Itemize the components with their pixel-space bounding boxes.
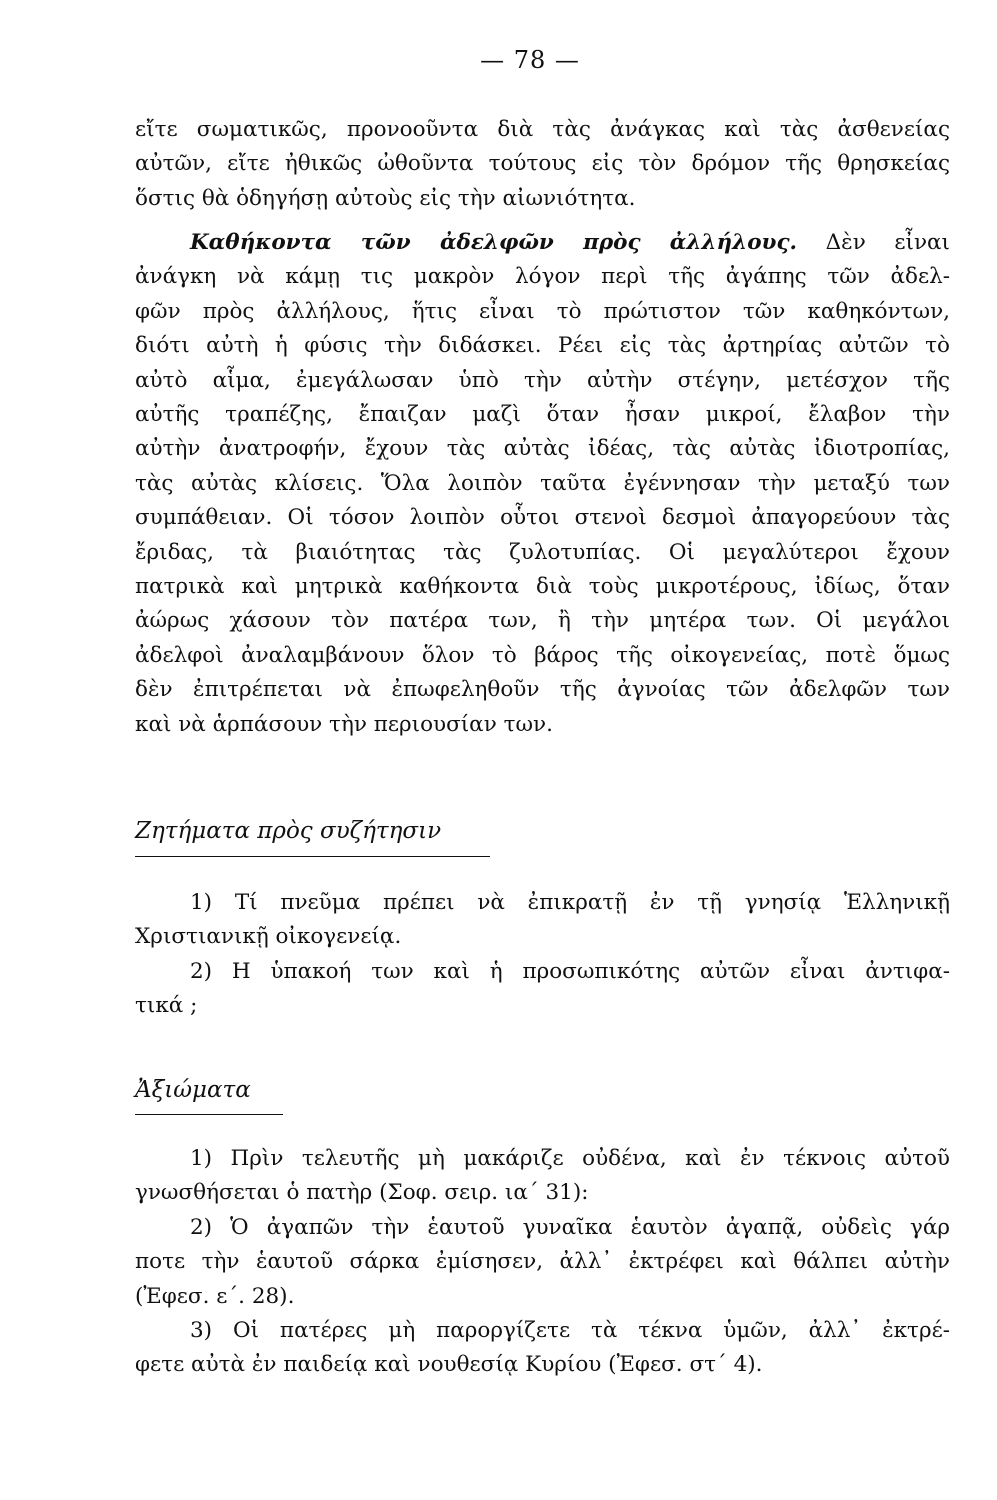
text-line: τὰς αὐτὰς κλίσεις. Ὅλα λοιπὸν ταῦτα ἐγέννησαν τὴν μεταξύ των bbox=[135, 470, 950, 496]
page-number: — 78 — bbox=[480, 46, 580, 74]
text-fragment: Δὲν εἶναι bbox=[825, 230, 950, 255]
axiom-line: 1) Πρὶν τελευτῆς μὴ μακάριζε οὐδένα, καὶ ἐν τέκνοις αὐτοῦ bbox=[190, 1146, 950, 1171]
text-line: ἀνάγκη νὰ κάμῃ τις μακρὸν λόγον περὶ τῆς ἀγάπης τῶν ἀδελ- bbox=[135, 264, 950, 290]
paragraph-siblings-duties bbox=[135, 226, 950, 742]
questions-heading: Ζητήματα πρὸς συζήτησιν bbox=[135, 818, 442, 844]
text-line: συμπάθειαν. Οἱ τόσον λοιπὸν οὗτοι στενοὶ δεσμοὶ ἀπαγορεύουν τὰς bbox=[135, 505, 950, 531]
question-line: τικά ; bbox=[135, 993, 198, 1019]
question-line: Χριστιανικῇ οἰκογενείᾳ. bbox=[135, 924, 402, 950]
inline-heading: Καθήκοντα τῶν ἀδελφῶν πρὸς ἀλλήλους. bbox=[190, 230, 798, 255]
paragraph-continuation bbox=[135, 113, 950, 216]
axiom-line: (Ἐφεσ. ε΄. 28). bbox=[135, 1283, 295, 1309]
text-line: ὅστις θὰ ὁδηγήσῃ αὐτοὺς εἰς τὴν αἰωνιότητα. bbox=[135, 185, 636, 211]
text-line: αὐτῶν, εἴτε ἠθικῶς ὠθοῦντα τούτους εἰς τὸν δρόμον τῆς θρησκείας bbox=[135, 151, 950, 177]
axiom-line: 2) Ὁ ἀγαπῶν τὴν ἑαυτοῦ γυναῖκα ἑαυτὸν ἀγαπᾷ, οὐδεὶς γάρ bbox=[190, 1214, 950, 1240]
text-line: φῶν πρὸς ἀλλήλους, ἥτις εἶναι τὸ πρώτιστον τῶν καθηκόντων, bbox=[135, 298, 950, 324]
axiom-line: φετε αὐτὰ ἐν παιδείᾳ καὶ νουθεσίᾳ Κυρίου (Ἐφεσ. στ΄ 4). bbox=[135, 1352, 763, 1378]
text-line: εἴτε σωματικῶς, προνοοῦντα διὰ τὰς ἀνάγκας καὶ τὰς ἀσθενείας bbox=[135, 117, 950, 142]
text-line: αὐτὸ αἷμα, ἐμεγάλωσαν ὑπὸ τὴν αὐτὴν στέγην, μετέσχον τῆς bbox=[135, 367, 950, 393]
text-line: αὐτῆς τραπέζης, ἔπαιζαν μαζὶ ὅταν ἦσαν μικροί, ἔλαβον τὴν bbox=[135, 402, 950, 428]
text-line: ἀδελφοὶ ἀναλαμβάνουν ὅλον τὸ βάρος τῆς οἰκογενείας, ποτὲ ὅμως bbox=[135, 642, 950, 668]
heading-underline bbox=[135, 1114, 283, 1115]
questions-list bbox=[135, 886, 950, 1024]
text-line: δὲν ἐπιτρέπεται νὰ ἐπωφεληθοῦν τῆς ἀγνοίας τῶν ἀδελφῶν των bbox=[135, 677, 950, 703]
heading-underline bbox=[135, 856, 490, 857]
axiom-line: ποτε τὴν ἑαυτοῦ σάρκα ἐμίσησεν, ἀλλ᾽ ἐκτρέφει καὶ θάλπει αὐτὴν bbox=[135, 1249, 950, 1275]
axioms-heading: Ἀξιώματα bbox=[135, 1077, 251, 1103]
text-line: ἔριδας, τὰ βιαιότητας τὰς ζυλοτυπίας. Οἱ μεγαλύτεροι ἔχουν bbox=[135, 539, 950, 565]
text-line: πατρικὰ καὶ μητρικὰ καθήκοντα διὰ τοὺς μικροτέρους, ἰδίως, ὅταν bbox=[135, 574, 950, 600]
text-line bbox=[135, 226, 950, 260]
text-line: διότι αὐτὴ ἡ φύσις τὴν διδάσκει. Ρέει εἰς τὰς ἀρτηρίας αὐτῶν τὸ bbox=[135, 333, 950, 359]
text-line: ἀώρως χάσουν τὸν πατέρα των, ἢ τὴν μητέρα των. Οἱ μεγάλοι bbox=[135, 608, 950, 634]
axioms-list bbox=[135, 1142, 950, 1383]
text-line: καὶ νὰ ἁρπάσουν τὴν περιουσίαν των. bbox=[135, 711, 553, 737]
axiom-line: γνωσθήσεται ὁ πατὴρ (Σοφ. σειρ. ια΄ 31): bbox=[135, 1180, 589, 1206]
axiom-line: 3) Οἱ πατέρες μὴ παροργίζετε τὰ τέκνα ὑμῶν, ἀλλ᾽ ἐκτρέ- bbox=[190, 1318, 950, 1344]
question-line: 2) Η ὑπακοή των καὶ ἡ προσωπικότης αὐτῶν εἶναι ἀντιφα- bbox=[190, 958, 950, 984]
question-line: 1) Τί πνεῦμα πρέπει νὰ ἐπικρατῇ ἐν τῇ γνησίᾳ Ἑλληνικῇ bbox=[190, 890, 950, 915]
text-line: αὐτὴν ἀνατροφήν, ἔχουν τὰς αὐτὰς ἰδέας, τὰς αὐτὰς ἰδιοτροπίας, bbox=[135, 436, 950, 462]
